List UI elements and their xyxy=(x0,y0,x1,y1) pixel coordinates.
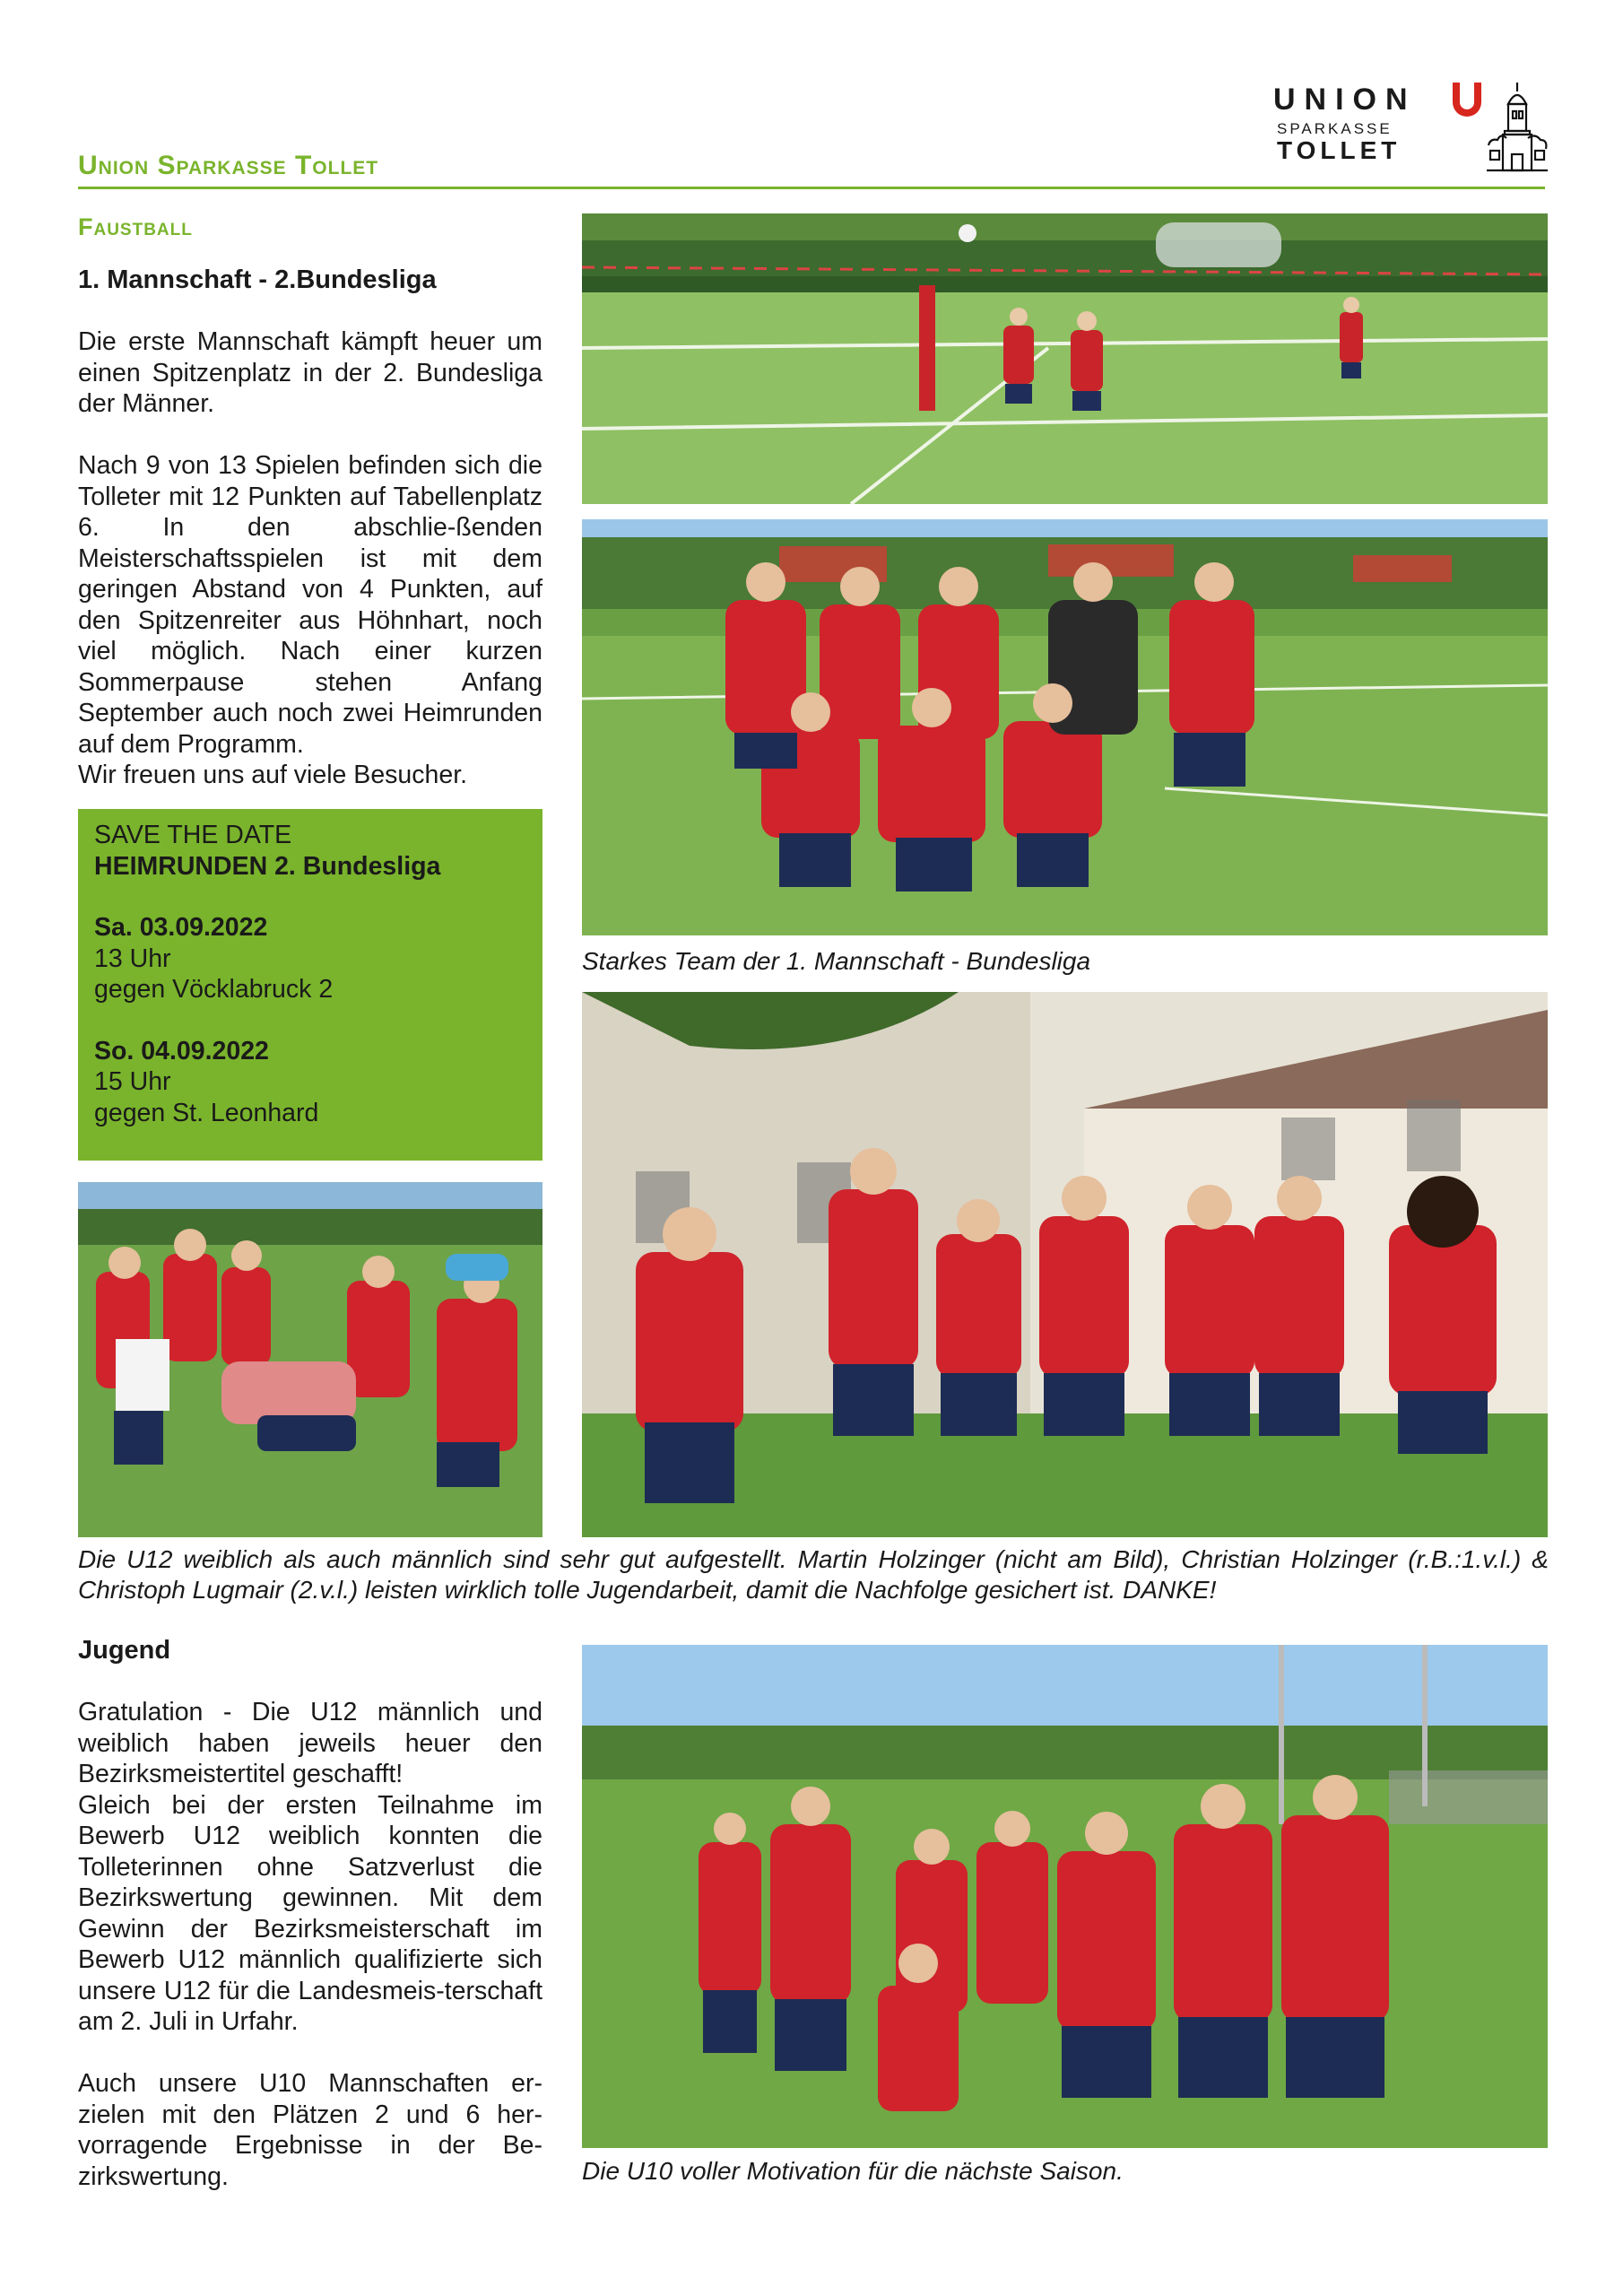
event-time: 15 Uhr xyxy=(94,1067,171,1096)
header-divider xyxy=(78,187,1545,189)
photo-u12-girls xyxy=(582,992,1548,1537)
save-the-date-box xyxy=(78,809,542,1161)
save-the-date-label: SAVE THE DATE xyxy=(94,821,292,849)
photo-u12-boys xyxy=(78,1182,542,1537)
logo-line-tollet: TOLLET xyxy=(1277,136,1402,164)
photo-match-action xyxy=(582,213,1548,504)
tollet-tower-icon xyxy=(1485,79,1549,174)
event-opponent: gegen St. Leonhard xyxy=(94,1098,319,1127)
club-logo xyxy=(1273,79,1551,176)
caption-u12: Die U12 weiblich als auch männlich sind sehr gut aufgestellt. Martin Holzinger (nicht am Bild), Christian Holzinger (r.B.:1.v.l.) & Christoph Lugmair (2.v.l.) leisten wirklich tolle Jugendarbeit, damit die Nachfolge gesichert ist. DANKE! xyxy=(78,1545,1549,1604)
caption-u10: Die U10 voller Motivation für die nächste Saison. xyxy=(582,2157,1124,2185)
save-the-date-title: HEIMRUNDEN 2. Bundesliga xyxy=(94,851,441,881)
club-title: Union Sparkasse Tollet xyxy=(78,151,379,180)
logo-line-union: UNION xyxy=(1273,83,1417,117)
event-date: Sa. 03.09.2022 xyxy=(94,913,268,942)
jugend-paragraph: Gratulation - Die U12 männlich und weiblich haben jeweils heuer den Bezirksmeistertitel geschafft! Gleich bei der ersten Teilnahme im Bewerb U12 weiblich konnten die Tolleterinnen ohne Satzverlust die Bezirkswertung gewinnen. Mit dem Gewinn der Bezirksmeisterschaft im Bewerb U12 männlich qualifizierte sich unsere U12 für die Landesmeis-terschaft am 2. Juli in Urfahr. Auch unsere U10 Mannschaften er-zielen mit den Plätzen 2 und 6 her-vorragende Ergebnisse in der Be-zirkswertung. xyxy=(78,1698,542,2191)
event-opponent: gegen Vöcklabruck 2 xyxy=(94,975,334,1004)
event-time: 13 Uhr xyxy=(94,944,171,973)
team1-heading: 1. Mannschaft - 2.Bundesliga xyxy=(78,265,437,294)
event-date: So. 04.09.2022 xyxy=(94,1036,269,1065)
jugend-heading: Jugend xyxy=(78,1636,171,1665)
photo-u10-team xyxy=(582,1645,1548,2148)
union-u-icon xyxy=(1449,79,1485,122)
team1-paragraph: Die erste Mannschaft kämpft heuer um einen Spitzenplatz in der 2. Bundesliga der Männer. Nach 9 von 13 Spielen befinden sich die Tolleter mit 12 Punkten auf Tabellenplatz 6. In den abschlie-ßenden Meisterschaftsspielen ist mit dem geringen Abstand von 4 Punkten, auf den Spitzenreiter aus Höhnhart, noch viel möglich. Nach einer kurzen Sommerpause stehen Anfang September auch noch zwei Heimrunden auf dem Programm. Wir freuen uns auf viele Besucher. xyxy=(78,327,542,789)
photo-first-team xyxy=(582,519,1548,935)
caption-first-team: Starkes Team der 1. Mannschaft - Bundesliga xyxy=(582,947,1091,975)
logo-line-sparkasse: SPARKASSE xyxy=(1277,120,1393,137)
section-kicker: Faustball xyxy=(78,213,193,240)
